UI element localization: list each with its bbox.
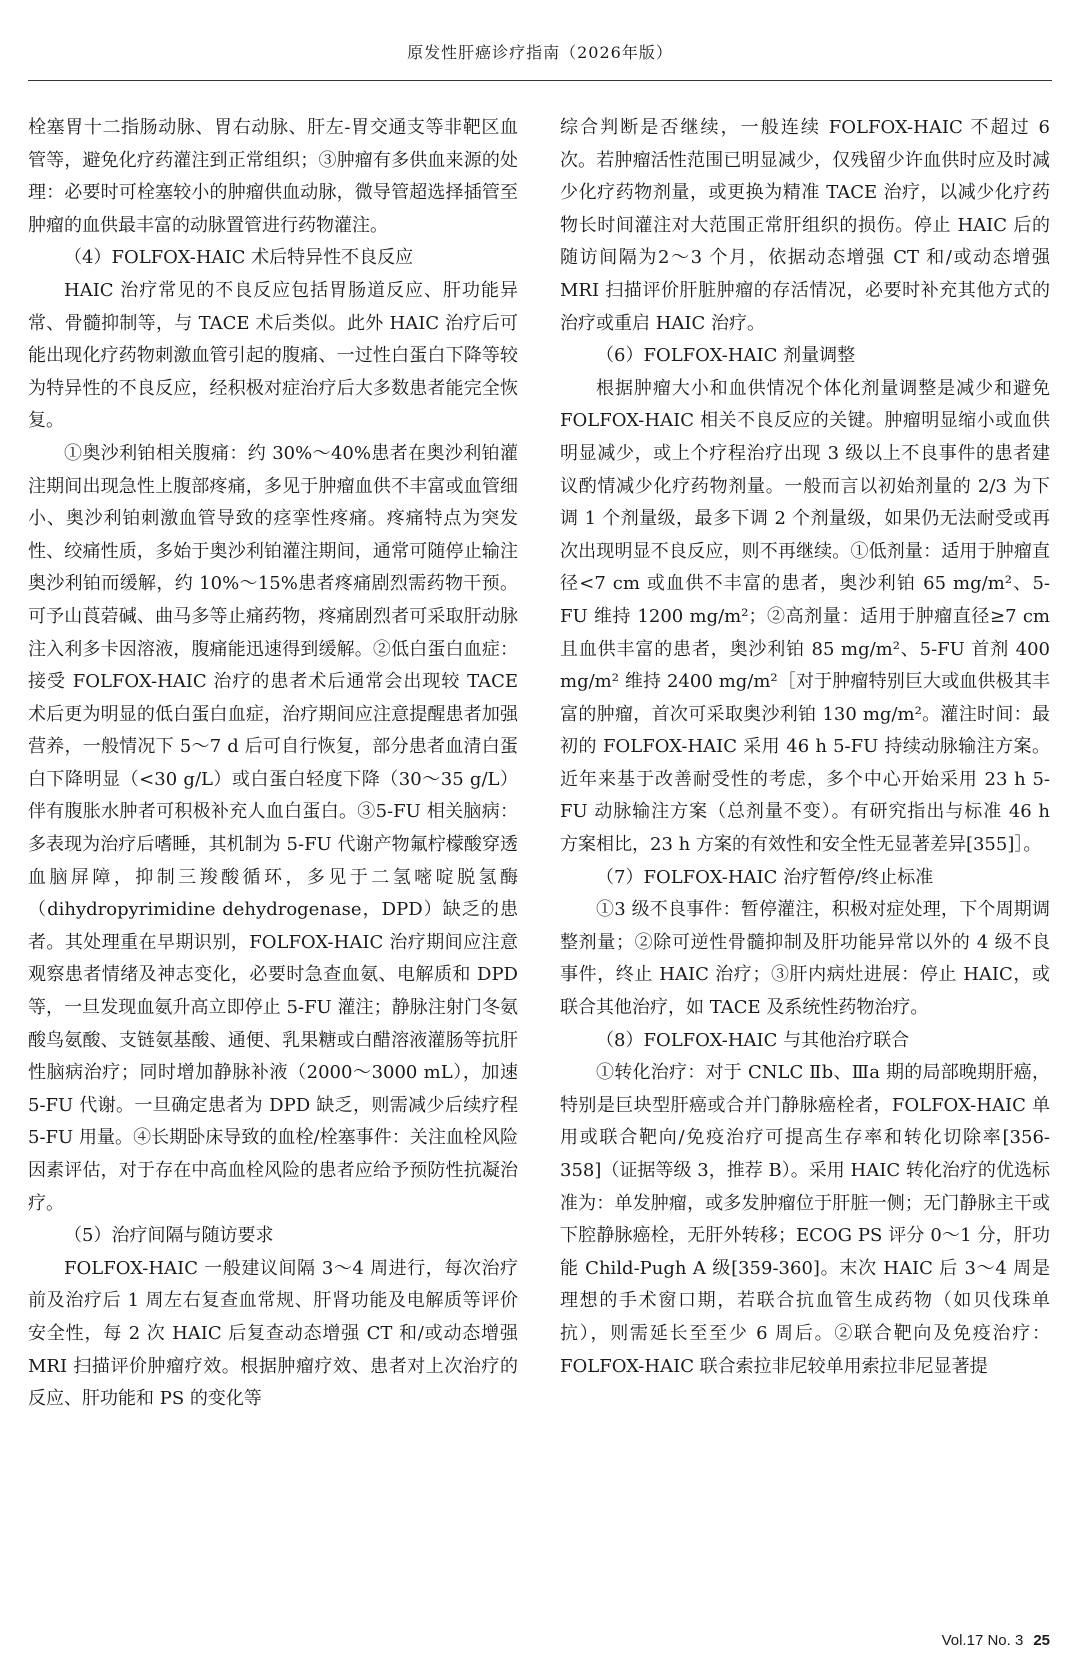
section-subheading: （6）FOLFOX-HAIC 剂量调整: [596, 345, 856, 367]
header-rule: [28, 80, 1052, 81]
body-paragraph: ①奥沙利铂相关腹痛：约 30%～40%患者在奥沙利铂灌注期间出现急性上腹部疼痛，多见于肿瘤血供不丰富或血管细小、奥沙利铂刺激血管导致的痉挛性疼痛。疼痛特点为突发性、绞痛性质，多始于奥沙利铂灌注期间，通常可随停止输注奥沙利铂而缓解，约 10%～15%患者疼痛剧烈需药物干预。可予山莨菪碱、曲马多等止痛药物，疼痛剧烈者可采取肝动脉注入利多卡因溶液，腹痛能迅速得到缓解。②低白蛋白血症：接受 FOLFOX-HAIC 治疗的患者术后通常会出现较 TACE 术后更为明显的低白蛋白血症，治疗期间应注意提醒患者加强营养，一般情况下 5～7 d 后可自行恢复，部分患者血清白蛋白下降明显（<30 g/L）或白蛋白轻度下降（30～35 g/L）伴有腹胀水肿者可积极补充人血白蛋白。③5-FU 相关脑病：多表现为治疗后嗜睡，其机制为 5-FU 代谢产物氟柠檬酸穿透血脑屏障，抑制三羧酸循环，多见于二氢嘧啶脱氢酶（dihydropyrimidine dehydrogenase，DPD）缺乏的患者。其处理重在早期识别，FOLFOX-HAIC 治疗期间应注意观察患者情绪及神志变化，必要时急查血氨、电解质和 DPD 等，一旦发现血氨升高立即停止 5-FU 灌注；静脉注射门冬氨酸鸟氨酸、支链氨基酸、通便、乳果糖或白醋溶液灌肠等抗肝性脑病治疗；同时增加静脉补液（2000～3000 mL），加速 5-FU 代谢。一旦确定患者为 DPD 缺乏，则需减少后续疗程 5-FU 用量。④长期卧床导致的血栓/栓塞事件：关注血栓风险因素评估，对于存在中高血栓风险的患者应给予预防性抗凝治疗。: [28, 442, 518, 1214]
body-paragraph: FOLFOX-HAIC 一般建议间隔 3～4 周进行，每次治疗前及治疗后 1 周左右复查血常规、肝肾功能及电解质等评价安全性，每 2 次 HAIC 后复查动态增强 CT 和/或动态增强 MRI 扫描评价肿瘤疗效。根据肿瘤疗效、患者对上次治疗的反应、肝功能和 PS 的变化等: [28, 1257, 518, 1410]
body-paragraph: 综合判断是否继续，一般连续 FOLFOX-HAIC 不超过 6 次。若肿瘤活性范围已明显减少，仅残留少许血供时应及时减少化疗药物剂量，或更换为精准 TACE 治疗，以减少化疗药物长时间灌注对大范围正常肝组织的损伤。停止 HAIC 后的随访间隔为2～3 个月，依据动态增强 CT 和/或动态增强 MRI 扫描评价肝脏肿瘤的存活情况，必要时补充其他方式的治疗或重启 HAIC 治疗。: [560, 117, 1050, 334]
body-paragraph: 根据肿瘤大小和血供情况个体化剂量调整是减少和避免 FOLFOX-HAIC 相关不良反应的关键。肿瘤明显缩小或血供明显减少，或上个疗程治疗出现 3 级以上不良事件的患者建议酌情减少化疗药物剂量。一般而言以初始剂量的 2/3 为下调 1 个剂量级，最多下调 2 个剂量级，如果仍无法耐受或再次出现明显不良反应，则不再继续。①低剂量：适用于肿瘤直径<7 cm 或血供不丰富的患者，奥沙利铂 65 mg/m²、5-FU 维持 1200 mg/m²；②高剂量：适用于肿瘤直径≥7 cm 且血供丰富的患者，奥沙利铂 85 mg/m²、5-FU 首剂 400 mg/m² 维持 2400 mg/m²［对于肿瘤特别巨大或血供极其丰富的肿瘤，首次可采取奥沙利铂 130 mg/m²。灌注时间：最初的 FOLFOX-HAIC 采用 46 h 5-FU 持续动脉输注方案。近年来基于改善耐受性的考虑，多个中心开始采用 23 h 5-FU 动脉输注方案（总剂量不变）。有研究指出与标准 46 h 方案相比，23 h 方案的有效性和安全性无显著差异[355]］。: [560, 377, 1050, 856]
volume-info: Vol.17 No. 3: [941, 1632, 1024, 1649]
running-header: 原发性肝癌诊疗指南（2026年版）: [407, 43, 673, 62]
body-paragraph: HAIC 治疗常见的不良反应包括胃肠道反应、肝功能异常、骨髓抑制等，与 TACE 术后类似。此外 HAIC 治疗后可能出现化疗药物刺激血管引起的腹痛、一过性白蛋白下降等较为特异性的不良反应，经积极对症治疗后大多数患者能完全恢复。: [28, 279, 518, 432]
page-footer: [942, 1632, 1050, 1649]
body-paragraph: 栓塞胃十二指肠动脉、胃右动脉、肝左-胃交通支等非靶区血管等，避免化疗药灌注到正常组织；③肿瘤有多供血来源的处理：必要时可栓塞较小的肿瘤供血动脉，微导管超选择插管至肿瘤的血供最丰富的动脉置管进行药物灌注。: [28, 117, 518, 236]
section-subheading: （4）FOLFOX-HAIC 术后特异性不良反应: [64, 247, 414, 269]
section-subheading: （7）FOLFOX-HAIC 治疗暂停/终止标准: [596, 866, 934, 888]
body-paragraph: ①转化治疗：对于 CNLC Ⅱb、Ⅲa 期的局部晚期肝癌，特别是巨块型肝癌或合并门静脉癌栓者，FOLFOX-HAIC 单用或联合靶向/免疫治疗可提高生存率和转化切除率[356-358]（证据等级 3，推荐 B）。采用 HAIC 转化治疗的优选标准为：单发肿瘤，或多发肿瘤位于肝脏一侧；无门静脉主干或下腔静脉癌栓，无肝外转移；ECOG PS 评分 0～1 分，肝功能 Child-Pugh A 级[359-360]。末次 HAIC 后 3～4 周是理想的手术窗口期，若联合抗血管生成药物（如贝伐珠单抗），则需延长至至少 6 周后。②联合靶向及免疫治疗：FOLFOX-HAIC 联合索拉非尼较单用索拉非尼显著提: [560, 1062, 1050, 1377]
section-subheading: （8）FOLFOX-HAIC 与其他治疗联合: [596, 1029, 910, 1051]
section-subheading: （5）治疗间隔与随访要求: [64, 1225, 274, 1247]
body-paragraph: ①3 级不良事件：暂停灌注，积极对症处理，下个周期调整剂量；②除可逆性骨髓抑制及肝功能异常以外的 4 级不良事件，终止 HAIC 治疗；③肝内病灶进展：停止 HAIC，或联合其他治疗，如 TACE 及系统性药物治疗。: [560, 899, 1050, 1019]
page-number: 25: [1033, 1632, 1050, 1649]
left-column: [28, 112, 518, 1416]
right-column: [560, 112, 1050, 1383]
